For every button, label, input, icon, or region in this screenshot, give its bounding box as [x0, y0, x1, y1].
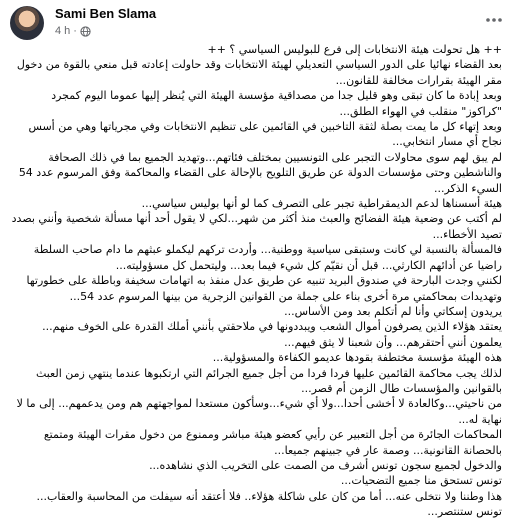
- meta-separator: ·: [73, 25, 77, 37]
- post-paragraph: هذه الهيئة مؤسسة مختطفة بقودها عديمو الكفاءة والمسؤولية...: [212, 351, 502, 365]
- author-avatar[interactable]: [10, 6, 44, 40]
- post-paragraph: تونس ستنتصر...: [427, 505, 502, 519]
- post-paragraph: وبعد إتهاء كل ما يمت بصلة لثقة التاخبين في القائمين على تنظيم الانتخابات وفي مجرياتها وهي من أسس نجاح أي مسار انتخابي...: [28, 120, 502, 149]
- author-name[interactable]: Sami Ben Slama: [55, 6, 157, 21]
- globe-icon[interactable]: [80, 26, 91, 37]
- more-dots-icon[interactable]: [484, 10, 504, 30]
- post-paragraph: ++ هل تحولت هيئة الانتخابات إلى فرع للبوليس السياسي ؟ ++: [207, 43, 502, 56]
- post-paragraph: هيئة أسسناها لدعم الديمقراطية تجبر على التصرف كما لو أنها بوليس سياسي...: [141, 197, 502, 211]
- post-paragraph: يعتقد هؤلاء الذين يصرفون أموال الشعب ويبددونها في ملاحقتي بأنني أملك القدرة على الخوف منهم... يعلمون أنني أحتقرهم... وأن شعبنا لا يثق فيهم...: [42, 320, 502, 349]
- post-header: [0, 0, 516, 40]
- post-paragraph: وبعد إبادة ما كان تبقى وهو قليل جدا من مصداقية مؤسسة الهيئة التي يُنظر إليها عموما اليوم كمجرد "كراكوز" منقلب في الهواء الطلق...: [51, 89, 502, 118]
- post-paragraph: من ناحيتي...وكالعادة لا أخشى أحدا...ولا أي شيء...وسأكون مستعدا لمواجهتهم هم ومن يدعمهم... إلى ما لا نهاية له...: [16, 397, 502, 426]
- post-paragraph: المحاكمات الجائرة من أجل التعبير عن رأيي كعضو هيئة مباشر وممنوع من دخول مقرات الهيئة ومتمتع بالحصانة القانونية... وصمة عار في جبينهم جميعا...: [43, 428, 502, 457]
- post-paragraph: والدخول لجميع سجون تونس أشرف من الصمت على التخريب الذي نشاهده...: [149, 458, 502, 472]
- post-paragraph: فالمسألة بالنسبة لي كانت وستبقى سياسية ووطنية... وأردت تركهم ليكملو عبثهم ما دام صاحب السلطة راضيا عن أدائهم الكارثي... قبل أن نقيّم كل شيء فيما بعد... وليتحمل كل مسؤوليته...: [33, 243, 502, 272]
- post-paragraph: لكنني وجدت البارحة في صندوق البريد تنبيه عن طريق عدل منفذ به اتهامات سخيفة وباطلة على خطورتها وتهديدات بمحاكمتي مرة أخرى بناء على جملة من القوانين الزجرية من بينها المرسوم عدد 54...: [26, 274, 502, 303]
- post-paragraph: تونس تستحق منا جميع التضحيات...: [340, 474, 502, 488]
- post-paragraph: لم أكتب عن وضعية هيئة الفضائح والعبث منذ أكثر من شهر...لكي لا يقول أحد أنها مسألة شخصية وأنني بصدد تصيد الأخطاء...: [11, 212, 502, 241]
- post-meta: [55, 25, 91, 37]
- post-paragraph: بعد القضاء نهائيا على الدور السياسي التعديلي لهيئة الانتخابات وقد حاولت إعادته قبل منعي بالقوة من دخول مقر الهيئة بقرارات مخالفة للقانون...: [16, 58, 502, 87]
- post-paragraph: هذا وطننا ولا نتخلى عنه... أما من كان على شاكلة هؤلاء.. فلا أعتقد أنه سيفلت من المحاسبة والعقاب...: [36, 489, 502, 503]
- post-time[interactable]: 4 h: [55, 25, 71, 37]
- post-body: [8, 42, 502, 520]
- post-paragraph: يريدون إسكاتي وأنا لم أتكلم بعد ومن الأساس...: [284, 304, 502, 318]
- post-paragraph: لذلك يجب محاكمة القائمين عليها فردا فردا من أجل جميع الجرائم التي ارتكبوها عندما ينتهي زمن العبث بالقوانين والمؤسسات طال الزمن أم قصر...: [35, 366, 502, 395]
- post-paragraph: لم يبق لهم سوى محاولات التجبر على التونسيين بمختلف فئاتهم...وتهديد الجميع بما في ذلك الصحافة والناشطين وحتى مؤسسات الدولة عن طريق التلويح بالإحالة على القضاء والمحاكمة وفق المرسوم عدد 54 السيء الذكر...: [18, 150, 502, 195]
